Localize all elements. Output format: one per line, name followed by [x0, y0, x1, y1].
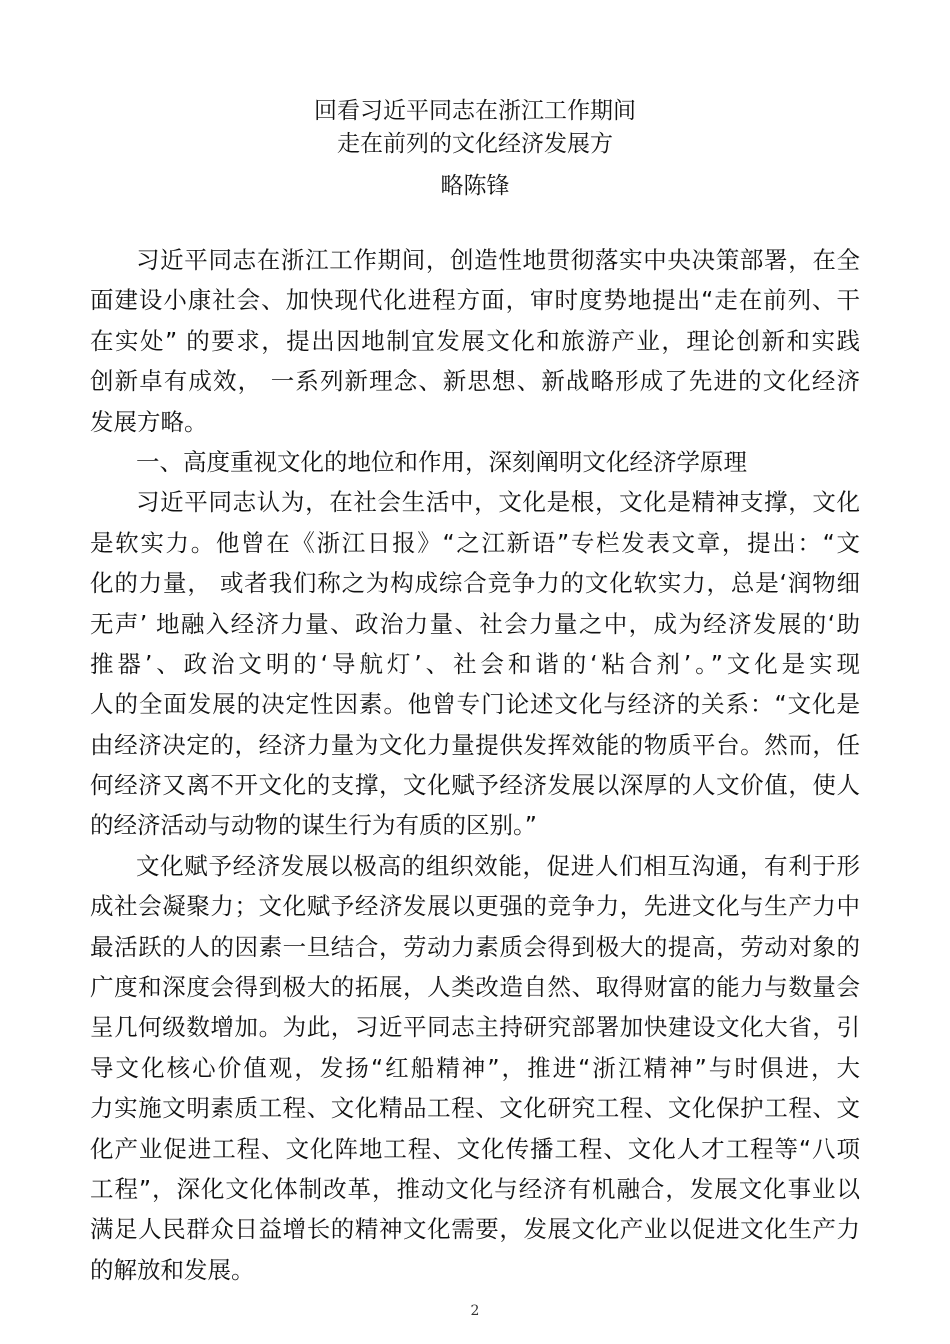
text-line: 文化赋予经济发展以极高的组织效能，促进人们相互沟通，有利于形 [136, 851, 860, 880]
document-body [90, 240, 860, 1290]
text-line: 导文化核心价值观，发扬“红船精神”，推进“浙江精神”与时俱进，大 [90, 1053, 860, 1082]
section-heading-text: 一、高度重视文化的地位和作用，深刻阐明文化经济学原理 [136, 447, 747, 476]
text-line: 广度和深度会得到极大的拓展，人类改造自然、取得财富的能力与数量会 [90, 973, 860, 1002]
text-line: 在实处” 的要求，提出因地制宜发展文化和旅游产业，理论创新和实践 [90, 326, 860, 355]
text-line: 是软实力。他曾在《浙江日报》“之江新语”专栏发表文章，提出：“文 [90, 528, 860, 557]
page-number: 2 [470, 1303, 480, 1319]
text-line: 化的力量， 或者我们称之为构成综合竞争力的文化软实力，总是‘润物细 [90, 569, 860, 598]
text-line: 最活跃的人的因素一旦结合，劳动力素质会得到极大的提高，劳动对象的 [90, 932, 860, 961]
text-line: 由经济决定的，经济力量为文化力量提供发挥效能的物质平台。然而，任 [90, 730, 860, 759]
text-line: 力实施文明素质工程、文化精品工程、文化研究工程、文化保护工程、文 [90, 1094, 860, 1123]
document-title-line-2: 走在前列的文化经济发展方 [337, 131, 613, 157]
text-line: 满足人民群众日益增长的精神文化需要，发展文化产业以促进文化生产力 [90, 1215, 860, 1244]
paragraph-culture-economy [90, 846, 860, 1290]
text-line: 创新卓有成效， 一系列新理念、新思想、新战略形成了先进的文化经济 [90, 367, 860, 396]
text-line: 面建设小康社会、加快现代化进程方面，审时度势地提出“走在前列、干 [90, 286, 860, 315]
text-line: 成社会凝聚力；文化赋予经济发展以更强的竞争力，先进文化与生产力中 [90, 892, 860, 921]
text-line: 何经济又离不开文化的支撑，文化赋予经济发展以深厚的人文价值，使人 [90, 771, 860, 800]
text-line: 发展方略。 [90, 407, 208, 436]
text-line: 工程”，深化文化体制改革，推动文化与经济有机融合，发展文化事业以 [90, 1174, 860, 1203]
text-line: 无声’ 地融入经济力量、政治力量、社会力量之中，成为经济发展的‘助 [90, 609, 860, 638]
text-line: 人的全面发展的决定性因素。他曾专门论述文化与经济的关系：“文化是 [90, 690, 860, 719]
document-author: 略陈锋 [440, 173, 510, 199]
text-line: 的经济活动与动物的谋生行为有质的区别。” [90, 811, 537, 840]
document-title-line-1: 回看习近平同志在浙江工作期间 [314, 98, 636, 124]
section-heading [90, 442, 860, 482]
text-line: 呈几何级数增加。为此，习近平同志主持研究部署加快建设文化大省，引 [90, 1013, 860, 1042]
text-line: 化产业促进工程、文化阵地工程、文化传播工程、文化人才工程等“八项 [90, 1134, 860, 1163]
text-line: 推器’、政治文明的‘导航灯’、社会和谐的‘粘合剂’。”文化是实现 [90, 649, 860, 678]
text-line: 习近平同志在浙江工作期间，创造性地贯彻落实中央决策部署，在全 [136, 246, 860, 274]
text-line: 的解放和发展。 [90, 1255, 255, 1284]
paragraph-intro [90, 240, 860, 442]
paragraph-culture-role [90, 482, 860, 846]
text-line: 习近平同志认为，在社会生活中，文化是根，文化是精神支撑，文化 [136, 488, 860, 517]
